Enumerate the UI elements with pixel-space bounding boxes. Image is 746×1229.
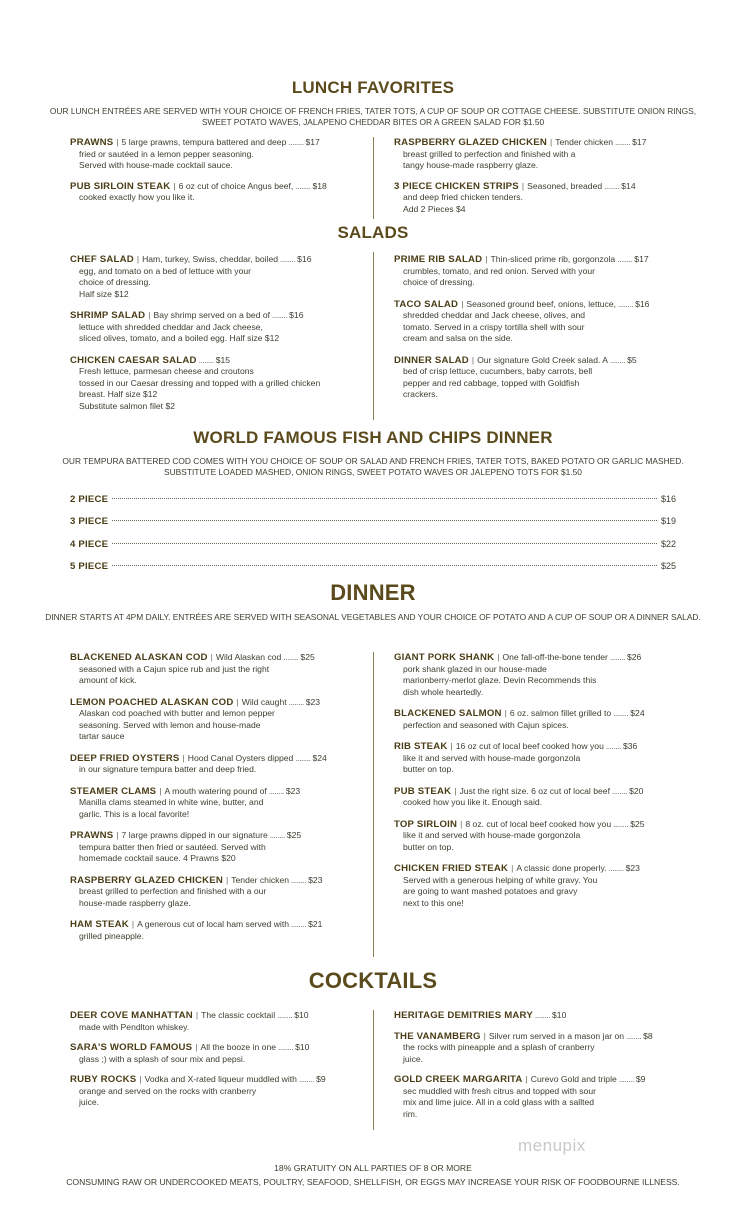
item-name: DEEP FRIED OYSTERS bbox=[70, 752, 180, 764]
item-name: STEAMER CLAMS bbox=[70, 785, 157, 797]
menu-item bbox=[394, 786, 676, 809]
dot-leader: ........ bbox=[295, 752, 311, 763]
dot-leader: ........ bbox=[617, 298, 634, 309]
separator: | bbox=[454, 785, 457, 796]
fish-size-price: $16 bbox=[660, 494, 676, 504]
separator: | bbox=[136, 254, 140, 264]
lunch-title: LUNCH FAVORITES bbox=[291, 78, 455, 97]
fish-size-name: 5 PIECE bbox=[70, 561, 109, 572]
item-headline bbox=[394, 819, 676, 831]
item-description-line: pork shank glazed in our house-made bbox=[403, 663, 547, 674]
item-description-start: Seasoned, breaded bbox=[527, 180, 603, 191]
dot-leader: ........ bbox=[278, 1042, 294, 1052]
dot-leader: ........ bbox=[613, 708, 629, 718]
menu-item bbox=[70, 1042, 360, 1065]
menu-item bbox=[394, 652, 676, 698]
menu-item bbox=[70, 830, 360, 865]
menu-item bbox=[394, 254, 676, 289]
separator: | bbox=[471, 354, 475, 365]
cocktails-left-column bbox=[70, 1010, 360, 1118]
item-name: PRAWNS bbox=[70, 137, 114, 148]
item-description-line: Add 2 Pieces $4 bbox=[403, 203, 466, 214]
item-description-line: butter on top. bbox=[403, 764, 454, 774]
fish-size-price: $22 bbox=[660, 539, 676, 549]
item-description-line: orange and served on the rocks with cranberry bbox=[79, 1085, 257, 1096]
item-description-line: the rocks with pineapple and a splash of cranberry bbox=[403, 1042, 595, 1052]
cocktails-title: COCKTAILS bbox=[308, 968, 438, 993]
item-description-start: Silver rum served in a mason jar on bbox=[488, 1030, 625, 1041]
fish-size-name: 3 PIECE bbox=[70, 516, 109, 527]
item-name: SHRIMP SALAD bbox=[70, 310, 146, 321]
menu-item bbox=[394, 741, 676, 776]
menu-item bbox=[394, 355, 676, 401]
item-description-line: tomato. Served in a crispy tortilla shell with sour bbox=[403, 321, 585, 332]
fish-size-price: $19 bbox=[660, 516, 676, 526]
item-name: THE VANAMBERG bbox=[394, 1030, 481, 1042]
item-headline bbox=[394, 863, 676, 875]
item-description-line: Alaskan cod poached with butter and lemon pepper bbox=[79, 708, 275, 718]
item-headline bbox=[394, 708, 676, 720]
item-price: $10 bbox=[552, 1010, 567, 1020]
dot-leader: ........ bbox=[610, 354, 626, 365]
item-name: HERITAGE DEMITRIES MARY bbox=[394, 1010, 533, 1021]
item-headline bbox=[70, 875, 360, 887]
item-name: RUBY ROCKS bbox=[70, 1074, 137, 1085]
item-name: CHICKEN CAESAR SALAD bbox=[70, 354, 197, 366]
item-description-start: Our signature Gold Creek salad. A bbox=[477, 354, 609, 365]
salads-divider bbox=[373, 252, 374, 420]
menu-item bbox=[70, 181, 360, 204]
item-headline bbox=[70, 310, 360, 322]
item-headline bbox=[70, 652, 360, 664]
item-price: $18 bbox=[312, 180, 327, 191]
item-description-line: tossed in our Caesar dressing and topped with a grilled chicken bbox=[79, 377, 321, 388]
item-headline bbox=[70, 697, 360, 709]
menu-item bbox=[70, 753, 360, 776]
item-price: $15 bbox=[215, 354, 231, 365]
item-name: RASPBERRY GLAZED CHICKEN bbox=[70, 874, 223, 886]
fish-size-row bbox=[70, 494, 676, 506]
item-price: $17 bbox=[634, 254, 649, 264]
lunch-left-column bbox=[70, 137, 360, 213]
dot-leader: ........ bbox=[615, 137, 631, 147]
item-description-line: lettuce with shredded cheddar and Jack cheese, bbox=[79, 321, 263, 332]
item-description-start: A mouth watering pound of bbox=[164, 785, 267, 796]
menu-item bbox=[70, 355, 360, 413]
menu-item bbox=[394, 299, 676, 345]
separator: | bbox=[131, 919, 135, 929]
separator: | bbox=[195, 1042, 198, 1052]
separator: | bbox=[461, 298, 464, 309]
item-description-start: Wild Alaskan cod bbox=[215, 652, 282, 662]
fish-title: WORLD FAMOUS FISH AND CHIPS DINNER bbox=[193, 428, 553, 447]
item-description-line: dish whole heartedly. bbox=[403, 686, 484, 697]
item-headline bbox=[394, 652, 676, 664]
lunch-note: OUR LUNCH ENTRÉES ARE SERVED WITH YOUR CHOICE OF FRENCH FRIES, TATER TOTS, A CUP OF SOUP OR COTTAGE CHEESE. SUBSTITUTE ONION RINGS, SWEET POTATO WAVES, JALAPENO CHEDDAR BITES OR A GREEN SALAD FOR $1.50 bbox=[49, 106, 697, 127]
item-description-start: 7 large prawns dipped in our signature bbox=[121, 830, 268, 840]
menu-item bbox=[394, 708, 676, 731]
lunch-divider bbox=[373, 137, 374, 219]
cocktails-divider bbox=[373, 1010, 374, 1130]
fish-size-row bbox=[70, 516, 676, 528]
item-headline bbox=[70, 355, 360, 367]
item-description-start: A generous cut of local ham served with bbox=[137, 919, 289, 929]
item-price: $36 bbox=[622, 741, 638, 751]
salads-right-column bbox=[394, 254, 676, 411]
item-price: $17 bbox=[305, 137, 320, 147]
separator: | bbox=[139, 1074, 142, 1084]
cocktails-right-column bbox=[394, 1010, 676, 1129]
dinner-left-column bbox=[70, 652, 360, 952]
menu-item bbox=[70, 875, 360, 910]
item-description-line: choice of dressing. bbox=[79, 277, 151, 287]
item-description-line: homemade cocktail sauce. 4 Prawns $20 bbox=[79, 853, 236, 863]
item-description-start: 8 oz. cut of local beef cooked how you bbox=[465, 818, 612, 829]
item-price: $24 bbox=[630, 708, 645, 718]
item-name: DEER COVE MANHATTAN bbox=[70, 1010, 193, 1021]
fish-size-row bbox=[70, 561, 676, 573]
item-description-line: juice. bbox=[403, 1053, 424, 1064]
item-name: BLACKENED ALASKAN COD bbox=[70, 652, 208, 663]
gratuity-note: 18% GRATUITY ON ALL PARTIES OF 8 OR MORE bbox=[274, 1163, 472, 1173]
item-name: PRAWNS bbox=[70, 830, 114, 841]
item-description-line: butter on top. bbox=[403, 841, 454, 852]
item-headline bbox=[394, 181, 676, 193]
dot-leader: ........ bbox=[298, 1074, 315, 1084]
item-headline bbox=[394, 1074, 676, 1086]
dot-leader: ........ bbox=[613, 818, 629, 829]
item-description-line: crackers. bbox=[403, 389, 438, 399]
dot-leader: ........ bbox=[626, 1030, 642, 1041]
item-description-line: sliced olives, tomato, and a boiled egg. Half size $12 bbox=[79, 333, 280, 343]
item-headline bbox=[394, 741, 676, 753]
item-description-line: garlic. This is a local favorite! bbox=[79, 808, 190, 819]
item-price: $5 bbox=[627, 354, 637, 365]
separator: | bbox=[485, 254, 488, 264]
item-description-line: breast. Half size $12 bbox=[79, 389, 158, 399]
item-description-start: The classic cocktail bbox=[201, 1010, 276, 1020]
separator: | bbox=[195, 1010, 199, 1020]
item-description-start: One fall-off-the-bone tender bbox=[502, 652, 608, 662]
item-headline bbox=[70, 919, 360, 931]
dot-leader: ........ bbox=[280, 254, 296, 264]
item-price: $23 bbox=[625, 863, 640, 873]
dot-leader: ........ bbox=[604, 180, 620, 191]
dot-leader: ........ bbox=[288, 696, 304, 707]
item-description-line: tangy house-made raspberry glaze. bbox=[403, 160, 539, 170]
item-description-line: in our signature tempura batter and deep fried. bbox=[79, 764, 257, 774]
item-price: $8 bbox=[643, 1030, 653, 1041]
item-description-line: seasoned with a Cajun spice rub and just the right bbox=[79, 663, 270, 674]
item-description-line: like it and served with house-made gorgonzola bbox=[403, 830, 581, 840]
menu-item bbox=[70, 1010, 360, 1033]
item-description-start: 6 oz cut of choice Angus beef, bbox=[178, 180, 294, 191]
separator: | bbox=[210, 652, 213, 662]
menu-item bbox=[394, 1074, 676, 1120]
item-description-line: grilled pineapple. bbox=[79, 930, 144, 941]
item-description-start: Wild caught bbox=[241, 696, 287, 707]
item-description-line: juice. bbox=[79, 1097, 100, 1107]
menu-item bbox=[70, 697, 360, 743]
dot-leader: ........ bbox=[290, 919, 307, 929]
menu-item bbox=[70, 254, 360, 300]
menu-item bbox=[394, 863, 676, 909]
item-description-line: breast grilled to perfection and finished with a bbox=[403, 148, 576, 159]
dot-leader bbox=[112, 543, 657, 544]
separator: | bbox=[497, 652, 500, 662]
menu-item bbox=[394, 1031, 676, 1066]
item-name: GIANT PORK SHANK bbox=[394, 652, 495, 663]
item-description-start: Ham, turkey, Swiss, cheddar, boiled bbox=[142, 254, 279, 264]
item-description-start: All the booze in one bbox=[200, 1042, 277, 1052]
item-description-line: tartar sauce bbox=[79, 731, 125, 741]
dot-leader: ........ bbox=[608, 863, 624, 873]
dot-leader: ........ bbox=[609, 652, 625, 662]
dot-leader: ........ bbox=[198, 354, 214, 365]
menu-item bbox=[70, 919, 360, 942]
fish-size-name: 2 PIECE bbox=[70, 494, 109, 505]
separator: | bbox=[511, 863, 514, 873]
item-price: $21 bbox=[308, 919, 323, 929]
item-description-line: cooked how you like it. Enough said. bbox=[403, 797, 543, 807]
item-description-line: pepper and red cabbage, topped with Goldfish bbox=[403, 377, 580, 388]
item-headline bbox=[70, 830, 360, 842]
item-description-start: Tender chicken bbox=[555, 137, 614, 147]
item-price: $26 bbox=[626, 652, 642, 662]
item-name: GOLD CREEK MARGARITA bbox=[394, 1074, 523, 1085]
item-description-line: cream and salsa on the side. bbox=[403, 333, 513, 343]
item-price: $14 bbox=[621, 180, 636, 191]
dot-leader: ........ bbox=[283, 652, 299, 662]
dot-leader: ........ bbox=[295, 180, 311, 191]
separator: | bbox=[460, 818, 463, 829]
dot-leader: ........ bbox=[611, 785, 628, 796]
salads-left-column bbox=[70, 254, 360, 422]
item-description-start: Hood Canal Oysters dipped bbox=[187, 752, 294, 763]
item-name: CHEF SALAD bbox=[70, 254, 134, 265]
item-price: $23 bbox=[285, 785, 301, 796]
item-description-start: A classic done properly. bbox=[516, 863, 607, 873]
item-description-line: marionberry-merlot glaze. Devin Recommends this bbox=[403, 675, 597, 685]
separator: | bbox=[504, 708, 507, 718]
separator: | bbox=[483, 1030, 486, 1041]
menu-item bbox=[70, 1074, 360, 1109]
fish-note: OUR TEMPURA BATTERED COD COMES WITH YOU CHOICE OF SOUP OR SALAD AND FRENCH FRIES, TATER TOTS, BAKED POTATO OR GARLIC MASHED. SUBSTITUTE LOADED MASHED, ONION RINGS, SWEET POTATO WAVES OR JALEPENO TOTS FOR $1.50 bbox=[62, 456, 684, 477]
food-safety-warning: CONSUMING RAW OR UNDERCOOKED MEATS, POULTRY, SEAFOOD, SHELLFISH, OR EGGS MAY INCREASE YOUR RISK OF FOODBOURNE ILLNESS. bbox=[66, 1177, 680, 1187]
item-price: $16 bbox=[289, 310, 304, 320]
menu-item bbox=[394, 137, 676, 172]
item-name: TOP SIRLOIN bbox=[394, 818, 458, 830]
item-description-line: Manilla clams steamed in white wine, butter, and bbox=[79, 797, 264, 807]
item-price: $16 bbox=[635, 298, 650, 309]
item-headline bbox=[70, 254, 360, 266]
item-description-line: Fresh lettuce, parmesan cheese and croutons bbox=[79, 366, 254, 376]
dot-leader: ........ bbox=[269, 830, 285, 840]
dot-leader: ........ bbox=[605, 741, 621, 751]
separator: | bbox=[525, 1074, 528, 1084]
item-price: $25 bbox=[286, 830, 302, 840]
item-price: $10 bbox=[295, 1042, 310, 1052]
item-price: $25 bbox=[630, 818, 645, 829]
separator: | bbox=[521, 180, 525, 191]
item-description-start: Thin-sliced prime rib, gorgonzola bbox=[490, 254, 616, 264]
item-description-start: Bay shrimp served on a bed of bbox=[153, 310, 271, 320]
salads-title: SALADS bbox=[337, 223, 409, 242]
item-price: $23 bbox=[308, 874, 323, 885]
item-name: CHICKEN FRIED STEAK bbox=[394, 863, 509, 874]
item-headline bbox=[70, 1074, 360, 1086]
item-description-line: next to this one! bbox=[403, 897, 464, 908]
dinner-note: DINNER STARTS AT 4PM DAILY. ENTRÉES ARE SERVED WITH SEASONAL VEGETABLES AND YOUR CHOICE OF POTATO AND A CUP OF SOUP OR A DINNER SALAD. bbox=[45, 612, 701, 622]
fish-size-row bbox=[70, 539, 676, 551]
item-name: RIB STEAK bbox=[394, 741, 448, 752]
item-description-line: Served with a generous helping of white gravy. You bbox=[403, 874, 598, 885]
item-headline bbox=[70, 753, 360, 765]
item-description-start: 16 oz cut of local beef cooked how you bbox=[455, 741, 604, 751]
item-price: $16 bbox=[297, 254, 312, 264]
item-price: $25 bbox=[300, 652, 315, 662]
separator: | bbox=[173, 180, 176, 191]
item-name: LEMON POACHED ALASKAN COD bbox=[70, 696, 234, 708]
menu-item bbox=[394, 819, 676, 854]
item-description-line: egg, and tomato on a bed of lettuce with your bbox=[79, 265, 251, 276]
item-name: PUB SIRLOIN STEAK bbox=[70, 180, 171, 192]
dinner-divider bbox=[373, 652, 374, 957]
separator: | bbox=[116, 137, 119, 147]
item-description-line: fried or sautéed in a lemon pepper seasoning. bbox=[79, 148, 254, 159]
fish-size-price: $25 bbox=[660, 561, 676, 571]
item-description-line: like it and served with house-made gorgonzola bbox=[403, 752, 581, 763]
dinner-right-column bbox=[394, 652, 676, 919]
item-price: $17 bbox=[632, 137, 647, 147]
separator: | bbox=[450, 741, 453, 751]
item-description-line: Substitute salmon filet $2 bbox=[79, 400, 176, 411]
item-description-start: 5 large prawns, tempura battered and deep bbox=[121, 137, 287, 147]
item-headline bbox=[70, 1010, 360, 1022]
menu-item bbox=[394, 181, 676, 216]
item-description-line: are going to want mashed potatoes and gravy bbox=[403, 886, 578, 896]
item-description-line: house-made raspberry glaze. bbox=[79, 897, 191, 908]
dot-leader: ........ bbox=[291, 874, 307, 885]
item-headline bbox=[70, 181, 360, 193]
separator: | bbox=[182, 752, 185, 763]
item-price: $24 bbox=[312, 752, 327, 763]
separator: | bbox=[116, 830, 119, 840]
item-headline bbox=[394, 786, 676, 798]
item-description-line: and deep fried chicken tenders. bbox=[403, 192, 523, 202]
item-description-line: Served with house-made cocktail sauce. bbox=[79, 160, 233, 170]
item-headline bbox=[70, 1042, 360, 1054]
menu-item bbox=[70, 786, 360, 821]
item-description-line: crumbles, tomato, and red onion. Served with your bbox=[403, 265, 596, 276]
item-description-line: perfection and seasoned with Cajun spices. bbox=[403, 719, 569, 730]
item-description-start: Just the right size. 6 oz cut of local beef bbox=[459, 785, 610, 796]
item-name: RASPBERRY GLAZED CHICKEN bbox=[394, 137, 547, 148]
dot-leader bbox=[112, 520, 657, 521]
separator: | bbox=[159, 785, 162, 796]
dot-leader: ........ bbox=[277, 1010, 293, 1020]
separator: | bbox=[236, 696, 239, 707]
item-description-start: Seasoned ground beef, onions, lettuce, bbox=[466, 298, 616, 309]
item-headline bbox=[70, 786, 360, 798]
item-headline bbox=[70, 137, 360, 149]
item-headline bbox=[394, 1031, 676, 1043]
separator: | bbox=[225, 874, 229, 885]
item-description-line: seasoning. Served with lemon and house-made bbox=[79, 719, 261, 730]
item-name: DINNER SALAD bbox=[394, 354, 469, 366]
item-description-start: Vodka and X-rated liqueur muddled with bbox=[144, 1074, 297, 1084]
dot-leader: ........ bbox=[618, 1074, 634, 1084]
separator: | bbox=[549, 137, 553, 147]
item-description-line: made with Pendlton whiskey. bbox=[79, 1021, 190, 1032]
dot-leader: ........ bbox=[272, 310, 288, 320]
item-name: HAM STEAK bbox=[70, 919, 129, 930]
dot-leader: ........ bbox=[288, 137, 304, 147]
item-description-line: mix and lime juice. All in a cold glass with a sallted bbox=[403, 1097, 595, 1107]
item-description-line: choice of dressing. bbox=[403, 277, 475, 287]
item-description-line: shredded cheddar and Jack cheese, olives, and bbox=[403, 310, 586, 320]
item-headline bbox=[394, 1010, 676, 1022]
item-description-line: breast grilled to perfection and finished with a our bbox=[79, 886, 267, 896]
item-price: $9 bbox=[635, 1074, 646, 1084]
item-headline bbox=[394, 137, 676, 149]
item-description-line: cooked exactly how you like it. bbox=[79, 192, 195, 202]
item-description-line: tempura batter then fried or sautéed. Served with bbox=[79, 841, 266, 852]
item-name: SARA'S WORLD FAMOUS bbox=[70, 1042, 193, 1053]
item-description-start: 6 oz. salmon fillet grilled to bbox=[509, 708, 612, 718]
item-description-start: Curevo Gold and triple bbox=[530, 1074, 617, 1084]
item-description-line: Half size $12 bbox=[79, 288, 129, 299]
item-description-line: rim. bbox=[403, 1108, 418, 1119]
item-price: $23 bbox=[305, 696, 321, 707]
dot-leader: ........ bbox=[534, 1010, 551, 1020]
item-price: $9 bbox=[316, 1074, 326, 1084]
dinner-title: DINNER bbox=[330, 580, 416, 605]
menu-item bbox=[70, 310, 360, 345]
dot-leader bbox=[112, 565, 657, 566]
menu-item bbox=[70, 137, 360, 172]
item-name: 3 PIECE CHICKEN STRIPS bbox=[394, 180, 519, 192]
menu-item bbox=[70, 652, 360, 687]
dot-leader bbox=[112, 498, 657, 499]
item-headline bbox=[394, 299, 676, 311]
item-name: PRIME RIB SALAD bbox=[394, 254, 483, 265]
item-name: BLACKENED SALMON bbox=[394, 708, 502, 719]
item-description-line: sec muddled with fresh citrus and topped with sour bbox=[403, 1085, 596, 1096]
item-headline bbox=[394, 254, 676, 266]
item-price: $20 bbox=[629, 785, 644, 796]
separator: | bbox=[148, 310, 151, 320]
item-description-line: glass ;) with a splash of sour mix and pepsi. bbox=[79, 1053, 246, 1064]
item-name: TACO SALAD bbox=[394, 298, 459, 310]
menu-item bbox=[394, 1010, 676, 1022]
item-description-start: Tender chicken bbox=[231, 874, 290, 885]
dot-leader: ........ bbox=[617, 254, 633, 264]
item-price: $10 bbox=[294, 1010, 309, 1020]
dot-leader: ........ bbox=[268, 785, 284, 796]
menupix-watermark: menupix bbox=[518, 1136, 586, 1155]
item-headline bbox=[394, 355, 676, 367]
fish-size-name: 4 PIECE bbox=[70, 539, 109, 550]
lunch-right-column bbox=[394, 137, 676, 224]
item-description-line: bed of crisp lettuce, cucumbers, baby carrots, bell bbox=[403, 366, 593, 376]
item-name: PUB STEAK bbox=[394, 785, 452, 797]
item-description-line: amount of kick. bbox=[79, 675, 137, 685]
